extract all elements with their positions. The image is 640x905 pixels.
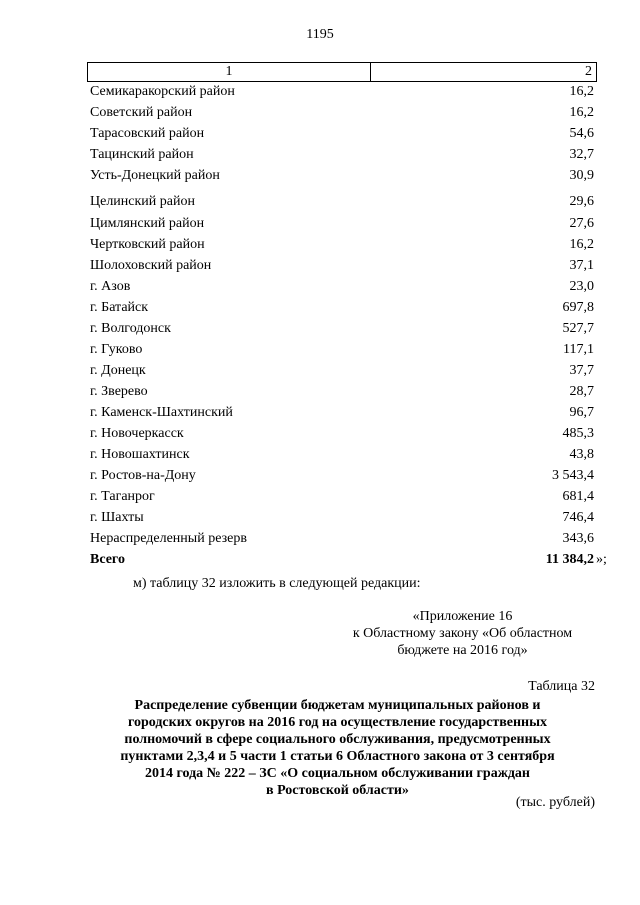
row-name: г. Зверево (90, 384, 148, 399)
page-number: 1195 (306, 27, 334, 42)
row-name: Тацинский район (90, 147, 194, 162)
table-row (90, 403, 594, 423)
title-line: городских округов на 2016 год на осуществление государственных (127, 715, 548, 730)
table-row (90, 424, 594, 444)
row-value: 37,1 (569, 258, 594, 273)
row-name: г. Донецк (90, 363, 146, 378)
row-name: г. Новочеркасск (90, 426, 184, 441)
units-label: (тыс. рублей) (515, 795, 595, 810)
row-value: 117,1 (563, 342, 594, 357)
table-row (90, 529, 594, 549)
table-row (90, 382, 594, 402)
row-name: Советский район (90, 105, 193, 120)
row-name: Шолоховский район (90, 258, 212, 273)
table-row (90, 166, 594, 186)
row-name: г. Новошахтинск (90, 447, 190, 462)
row-name: г. Шахты (90, 510, 144, 525)
table-caption: Таблица 32 (528, 679, 595, 694)
table-row (90, 298, 594, 318)
row-value: 527,7 (562, 321, 594, 336)
row-value: 16,2 (569, 84, 594, 99)
row-name: Чертковский район (90, 237, 205, 252)
row-name: г. Гуково (90, 342, 143, 357)
row-value: 343,6 (562, 531, 594, 546)
table-row (90, 277, 594, 297)
table-row (90, 214, 594, 234)
appendix-heading (330, 608, 595, 659)
row-name: Семикаракорский район (90, 84, 235, 99)
table-row (90, 235, 594, 255)
row-name: Усть-Донецкий район (90, 168, 220, 183)
table-row (90, 256, 594, 276)
title-line: 2014 года № 222 – ЗС «О социальном обслуживании граждан (144, 766, 530, 781)
row-name: Целинский район (90, 194, 195, 209)
table-header (87, 62, 597, 82)
row-value: 29,6 (569, 194, 594, 209)
row-value: 16,2 (569, 237, 594, 252)
table-row (90, 487, 594, 507)
row-name: Тарасовский район (90, 126, 205, 141)
row-name: г. Ростов-на-Дону (90, 468, 196, 483)
row-value: 3 543,4 (552, 468, 594, 483)
table-row (90, 124, 594, 144)
table-row (90, 340, 594, 360)
table-row (90, 445, 594, 465)
title-line: Распределение субвенции бюджетам муниципальных районов и (134, 698, 541, 713)
table-row (90, 466, 594, 486)
table-row (90, 145, 594, 165)
table-row (90, 82, 594, 102)
row-value: 23,0 (569, 279, 594, 294)
row-value: 681,4 (562, 489, 594, 504)
row-name: г. Азов (90, 279, 131, 294)
table-row (90, 361, 594, 381)
row-name: г. Волгодонск (90, 321, 171, 336)
document-title (100, 697, 575, 799)
row-name: г. Каменск-Шахтинский (90, 405, 233, 420)
title-line: полномочий в сфере социального обслуживания, предусмотренных (124, 732, 551, 747)
row-value: 37,7 (569, 363, 594, 378)
table-header-col2: 2 (585, 64, 592, 79)
amendment-instruction: м) таблицу 32 изложить в следующей редакции: (133, 576, 421, 591)
table-header-col1: 1 (88, 63, 371, 81)
row-value: 27,6 (569, 216, 594, 231)
appendix-line: к Областному закону «Об областном (352, 626, 573, 641)
table-total-row (90, 550, 594, 570)
title-line: в Ростовской области» (266, 783, 409, 798)
row-value: 43,8 (569, 447, 594, 462)
table-row (90, 192, 594, 212)
total-value: 11 384,2 (545, 552, 594, 567)
row-value: 28,7 (569, 384, 594, 399)
total-label: Всего (90, 552, 125, 567)
row-value: 30,9 (569, 168, 594, 183)
row-value: 54,6 (569, 126, 594, 141)
row-value: 485,3 (562, 426, 594, 441)
appendix-line: бюджете на 2016 год» (397, 643, 528, 658)
row-value: 746,4 (562, 510, 594, 525)
row-value: 32,7 (569, 147, 594, 162)
row-name: г. Таганрог (90, 489, 155, 504)
row-name: Нераспределенный резерв (90, 531, 247, 546)
table-row (90, 508, 594, 528)
row-value: 697,8 (562, 300, 594, 315)
appendix-line: «Приложение 16 (412, 609, 513, 624)
row-value: 96,7 (569, 405, 594, 420)
total-suffix: »; (596, 552, 607, 567)
row-name: Цимлянский район (90, 216, 205, 231)
table-row (90, 319, 594, 339)
table-row (90, 103, 594, 123)
title-line: пунктами 2,3,4 и 5 части 1 статьи 6 Областного закона от 3 сентября (120, 749, 555, 764)
row-name: г. Батайск (90, 300, 149, 315)
row-value: 16,2 (569, 105, 594, 120)
